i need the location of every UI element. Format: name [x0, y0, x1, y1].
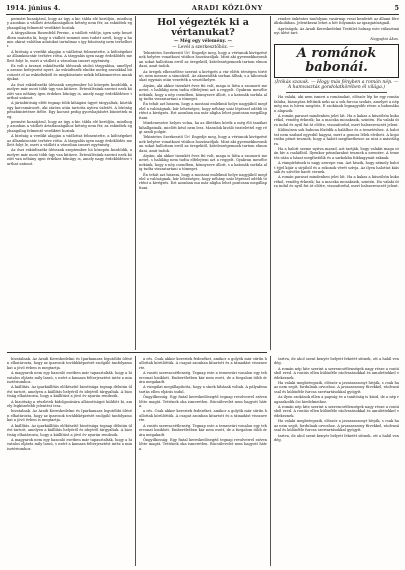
article-paragraph: A román paraszt mindenben jelet lát. Ha a kakas a küszöbön kukorékol, vendég érkezik; ha a macska mosakszik, szintén. Ha valaki útra indul és nyúl fut át előtte, visszafordul, mert balszerencsét jelent. [274, 175, 399, 189]
article-paragraph: A bíróság a verdikt alapján a vádlottat felmentette, a költségeket az államkincstár terhére rótta. A tárgyalás igen nagy érdeklődés mellett folyt le, mert a vádlott a városban ismert egyéniség. [7, 49, 132, 63]
article-paragraph: Én tehát azt hiszem, hogy a mostani emlékmű helye nagyjából megfelel a valóságnak, bár lehetséges, hogy néhány száz lépéssel odébb történt a kivégzés. Ezt azonban ma már aligha lehet pontosan megállapítani. [139, 172, 267, 190]
article-paragraph: Én tehát azt hiszem, hogy a mostani emlékmű helye nagyjából megfelel a valóságnak, bár lehetséges, hogy néhány száz lépéssel odébb történt a kivégzés. Ezt azonban ma már aligha lehet pontosan megállapítani. [139, 102, 267, 120]
masthead [6, 3, 399, 13]
issue-date: 1914. június 4. [6, 4, 61, 12]
article-byline: — Levél a szerkesztőhöz. — [172, 45, 234, 50]
article-paragraph: Ha a halott szeme nyitva marad, azt tartják, hogy valakit maga után hív a családból. Ilyenkor pénzdarabot tesznek a szemére. A temetés után a házat megfüstölik és a sarkokba fokhagymát raknak. [274, 146, 399, 160]
article-paragraph: Tekintetes Szerkesztő Úr! Engedje meg, hogy a vértanuk kivégzésének helyére vonatkozó vitához hozzászóljak. Mint aki gyermekkoromban sokat hallottam erről az öregektől, kötelességemnek tartom elmondani, amit tudok. [139, 51, 267, 69]
article-paragraph: tartva, de ahol szent kenyér helyett feketét sütnek, ott a halál vendég. [274, 357, 399, 366]
article-paragraph: Tekintetes Szerkesztő Úr! Engedje meg, hogy a vértanuk kivégzésének helyére vonatkozó vitához hozzászóljak. Mint aki gyermekkoromban sokat hallottam erről az öregektől, kötelességemnek tartom elmondani, amit tudok. [139, 135, 267, 153]
article-paragraph: Ez volt a tavaszi esküdtszéki ülésszak utolsó tárgyalása, amellyel a szezon befejezést nyert. Az esküdtszék elnöke meleg szavakkal búcsúzott el az esküdtektől és megköszönte nekik lelkiismeretes munkájukat. [7, 64, 132, 82]
column-2-bottom [139, 357, 267, 566]
article-paragraph: Öngyilkosság. Egy fiatal kereskedősegéd tegnap revolverrel szíven lőtte magát. Tettének oka ismeretlen. Búcsúlevelet nem hagyott hátra. [139, 437, 267, 451]
article-subhead: — Még egy vélemény. — [173, 39, 233, 44]
article-paragraph: A magyarok nem egy hasonló esetben már tapasztalták, hogy a hivatalos eljárás mily lassú, s ezért a kamara felterjesztést intéz a minisztériumhoz. [7, 437, 132, 451]
article-paragraph: A román nép hite szerint a szerencsétlenségek nagy része a rontásból ered. A rontás ellen különféle ráolvasásokkal és amulettekkel védekeznek. [274, 366, 399, 380]
article-paragraph: hivatalnak. Az Aradi Kereskedelmi és Iparkamara legutóbbi ülésén elhatározta, hogy az iparosok továbbképzését szolgáló tanfolyamokat a jövő évben is megtartja. [7, 357, 132, 370]
author-signature: Nagyajtai Ákos. [370, 36, 399, 41]
separator [286, 92, 387, 93]
article-paragraph: Az öregek elbeszélése szerint a kivégzés a vár előtti térségen történt, nem messze a sáncoktól. Az akasztófák sorban álltak, s a tábornokokat egymás után vezették a vesztőhelyre. [139, 69, 267, 83]
column-3 [274, 17, 399, 350]
column-divider [270, 16, 271, 350]
article-paragraph: a rés. Csak akkor kerestek fedezéket, amikor a golyók már sűrűn hullottak körülöttük. A csapat azonban kitartott és a támadást visszaverte. [139, 409, 267, 423]
article-paragraph: Az ilyen szokások ellen a papság és a tanítóság is küzd, de a nép ragaszkodik ősi hiedelmeihez. [274, 395, 399, 404]
article-paragraph: A vasúti szerencsétlenség. Tegnap este a temesvári vonalon egy tehervonat kisiklott. Emberéletben kár nem esett, de a forgalom több órára megakadt. [139, 423, 267, 437]
article-paragraph: Ha valaki megbetegszik, először a javasasszonyt hívják, s csak ha az nem segít, fordulnak orvoshoz. A javasasszony füvekkel, ráolvasással és különféle furcsa szertartásokkal gyógyít. [274, 381, 399, 394]
article-paragraph: Az őszi esküdtszéki ülésszak szeptember hó közepén kezdődik, amelyre már most több ügy van kitűzve. Értesülésünk szerint ezek között van néhány igen érdekes bűnügy is, amely nagy érdeklődésre tarthat számot. [7, 148, 132, 166]
article-paragraph: A vizsgálat megállapította, hogy a sínek hibásak voltak. A pályafenntartás ellen eljárás indul. [139, 385, 267, 394]
article-paragraph: A vasúti szerencsétlenség. Tegnap este a temesvári vonalon egy tehervonat kisiklott. Emberéletben kár nem esett, de a forgalom több órára megakadt. [139, 371, 267, 385]
article-paragraph: Különösen sok babona fűződik a halálhoz és a temetéshez. A halottat nem szabad egyedül hagyni, mert a gonosz lélek elviheti. A koporsóba pénzt tesznek, hogy a halott megfizethesse az utat a másvilágra. [274, 128, 399, 146]
section-rule [7, 352, 267, 353]
article-paragraph: A román nép hite szerint a szerencsétlenségek nagy része a rontásból ered. A rontás ellen különféle ráolvasásokkal és amulettekkel védekeznek. [274, 405, 399, 418]
article-paragraph: hivatalnak. Az Aradi Kereskedelmi és Iparkamara legutóbbi ülésén elhatározta, hogy az iparosok továbbképzését szolgáló tanfolyamokat a jövő évben is megtartja. [7, 409, 132, 423]
article-paragraph: Mindenesetre helyes volna, ha az illetékes körök a még élő tanúkat kihallgatnák, mielőtt késő nem lesz. Maradok kiváló tisztelettel egy régi aradi polgár. [139, 121, 267, 134]
article-paragraph: Az őszi esküdtszéki ülésszak szeptember hó közepén kezdődik, amelyre már most több ügy van kitűzve. Értesülésünk szerint ezek között van néhány igen érdekes bűnügy is, amely nagy érdeklődésre tarthat számot. [7, 82, 132, 100]
article-paragraph: A tárgyaláson Rosenfeld Ferenc, a vádlott védője, igen szép beszédben mutatta ki, hogy a vádlott semmit sem tudott arról, hogy a hamis okirat valótlan adatokat tartalmaz s így bűnösség nem terhelheti. [7, 31, 132, 49]
column-divider [135, 356, 136, 566]
column-divider [135, 16, 136, 350]
column-1-bottom [7, 357, 132, 566]
article-paragraph: A bíróság a verdikt alapján a vádlottat felmentette, a költségeket az államkincstár terhére rótta. A tárgyalás igen nagy érdeklődés mellett folyt le, mert a vádlott a városban ismert egyéniség. [7, 134, 132, 147]
article-paragraph: a rés. Csak akkor kerestek fedezéket, amikor a golyók már sűrűn hullottak körülöttük. A csapat azonban kitartott és a támadást visszaverte. [139, 357, 267, 370]
article-paragraph: Ha valaki, aki nem ismeri a románokat, először lép be egy román faluba, bizonyára feltűnik neki az a sok furcsa szokás, amelyet a nép még ma is híven megőriz. E szokások legnagyobb része a babonákon alapszik. [274, 95, 399, 113]
article-paragraph: A járásbíróság előtt tegnap több kihágási ügyet tárgyaltak, köztük egy korcsmárosét, aki záróra után tartotta nyitva üzletét. A bíróság pénzbüntetésre ítélte. Egy kocsist pedig gyorshajtásért büntettek meg. [7, 101, 132, 119]
column-1-top [7, 17, 132, 350]
article-paragraph: rendes önkéntes tanfolyam vasárnap veszi kezdetét az állami főreáliskolában. Jelentkezni lehet a hét folyamán az igazgatóságnál. [274, 17, 399, 26]
masthead-rule [6, 14, 399, 15]
paper-title: ARADI KÖZLÖNY [191, 4, 263, 12]
article-paragraph: Ha valaki megbetegszik, először a javasasszonyt hívják, s csak ha az nem segít, fordulnak orvoshoz. A javasasszony füvekkel, ráolvasással és különféle furcsa szertartásokkal gyógyít. [274, 419, 399, 433]
article-paragraph: Apróságok. Az Aradi Kereskedelmi Testület holnap este választmányi ülést tart. [274, 26, 399, 36]
novel-title-box [274, 44, 399, 78]
column-divider [270, 356, 271, 566]
article-paragraph: perméri hozzájárul, hogy az ügy a kir. tábla elé kerüljön, minthogy azonban a vádlott ártatlanságához kétség nem fér, az esküdtek egyhangúlag felmentő verdiktet hoztak. [7, 17, 132, 30]
article-paragraph: tartva, de ahol szent kenyér helyett feketét sütnek, ott a halál vendég. [274, 433, 399, 442]
article-paragraph: perméri hozzájárul, hogy az ügy a kir. tábla elé kerüljön, minthogy azonban a vádlott ártatlanságához kétség nem fér, az esküdtek egyhangúlag felmentő verdiktet hoztak. [7, 119, 132, 133]
article-paragraph: A kiállítás. Az iparkiállítás előkészítő bizottsága tegnap délután ülést tartott, amelyen a kiállítás helyéről és idejéről tárgyaltak. A bizottság elhatározta, hogy a kiállítást a jövő év nyarán rendezik. [7, 385, 132, 399]
article-paragraph: A magyarok nem egy hasonló esetben már tapasztalták, hogy a hivatalos eljárás mily lassú, s ezért a kamara felterjesztést intéz a minisztériumhoz. [7, 371, 132, 385]
page-number: 5 [394, 4, 399, 12]
column-3-bottom [274, 357, 399, 566]
article-paragraph: Atyám, aki akkor tizenkét éves fiú volt, maga is látta a szomorú menetet, s haláláig nem tudta elfelejteni azt a reggelt. Gyakran mesélte nekünk, hogy a nép csendben, könnyezve állott, s a katonák sorfala alig tudta visszatartani a tömeget. [139, 153, 267, 172]
column-2 [139, 17, 267, 350]
article-paragraph: A bizottság a részletek kidolgozására albizottságot küldött ki, amely legközelebb jelentést tesz. [7, 399, 132, 409]
article-paragraph: Öngyilkosság. Egy fiatal kereskedősegéd tegnap revolverrel szíven lőtte magát. Tettének oka ismeretlen. Búcsúlevelet nem hagyott hátra. [139, 395, 267, 409]
article-paragraph: A kiállítás. Az iparkiállítás előkészítő bizottsága tegnap délután ülést tartott, amelyen a kiállítás helyéről és idejéről tárgyaltak. A bizottság elhatározta, hogy a kiállítást a jövő év nyarán rendezik. [7, 423, 132, 437]
novel-title: A románok babonái. [296, 46, 377, 76]
article-paragraph: A vámpírhitnek is nagy szerepe van. Azt hiszik, hogy némely halott éjjel kijár a sírjából és a rokonok vérét szívja. Az ilyen halottat kiássák és szívébe karót vernek. [274, 161, 399, 174]
article-paragraph: A román paraszt mindenben jelet lát. Ha a kakas a küszöbön kukorékol, vendég érkezik; ha a macska mosakszik, szintén. Ha valaki útra indul és nyúl fut át előtte, visszafordul, mert balszerencsét jelent. [274, 114, 399, 127]
novel-subtitle: (Írókás szavak. — Hogy más fényben a román nép. — A hamvasztás gondolatkörében él világa.) [274, 80, 399, 91]
article-paragraph: Atyám, aki akkor tizenkét éves fiú volt, maga is látta a szomorú menetet, s haláláig nem tudta elfelejteni azt a reggelt. Gyakran mesélte nekünk, hogy a nép csendben, könnyezve állott, s a katonák sorfala alig tudta visszatartani a tömeget. [139, 83, 267, 102]
article-headline: Hol végezték ki a vértanukat? [157, 17, 249, 38]
